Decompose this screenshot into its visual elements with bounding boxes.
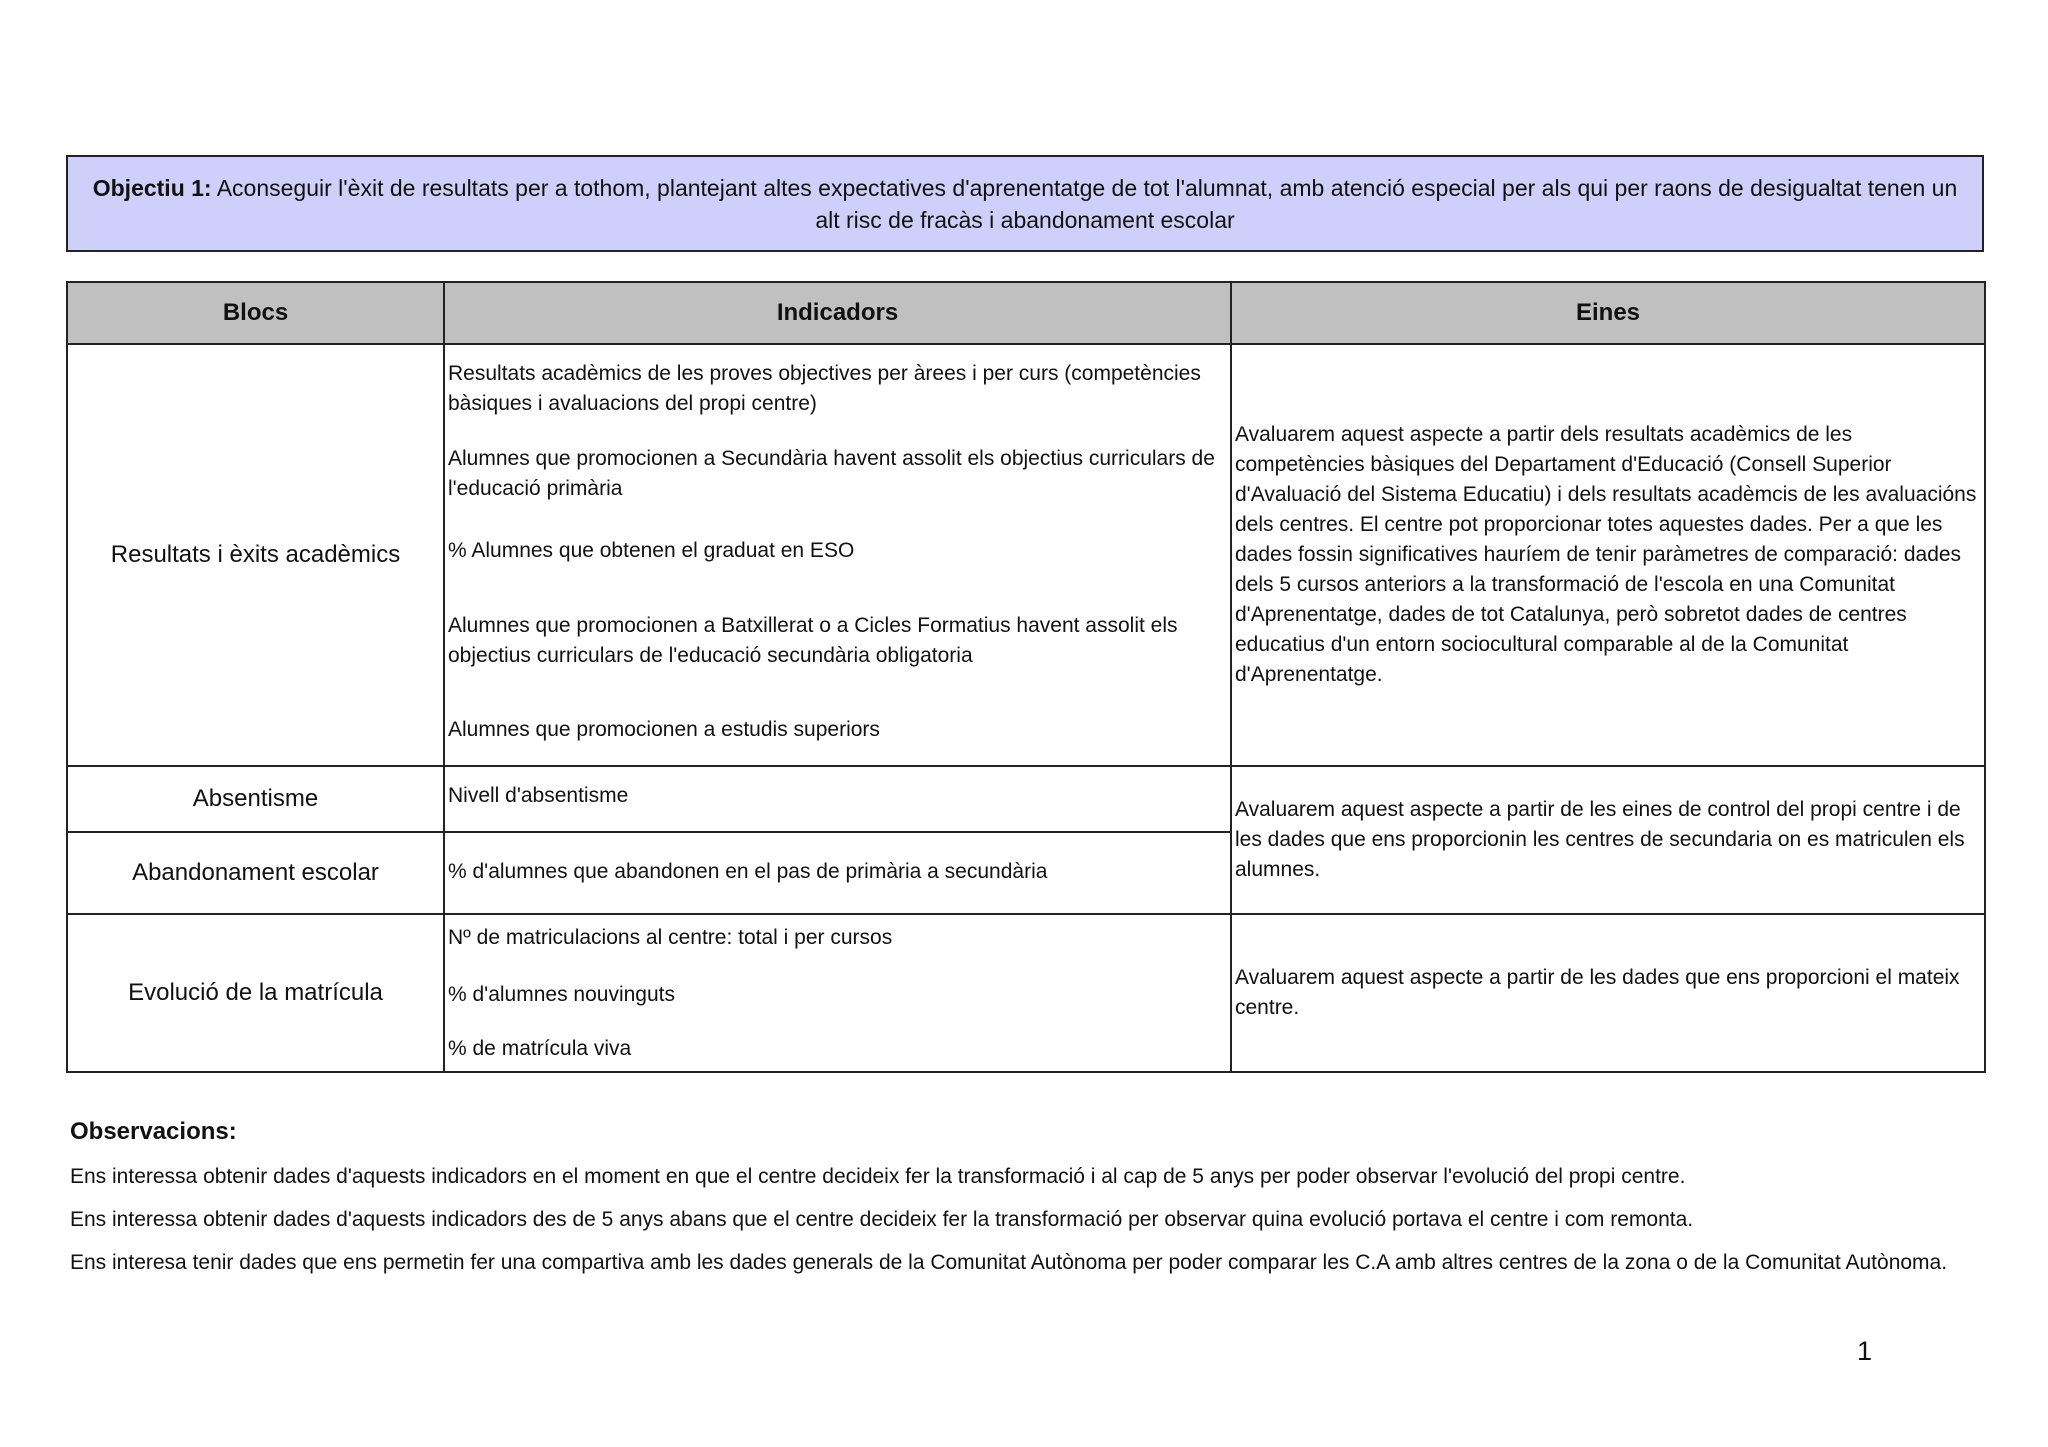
indicator-item: % de matrícula viva (448, 1037, 632, 1060)
objective-label: Objectiu 1: (92, 174, 212, 201)
header-eines: Eines (1231, 282, 1985, 344)
indicator-item: Alumnes que promocionen a Batxillerat o a Cicles Formatius havent assolit els objectius curriculars de l'educació secundària obligatoria (448, 614, 1178, 667)
observations-section (70, 1118, 1970, 1291)
indicators-cell (444, 344, 1231, 766)
indicator-item: Nivell d'absentisme (448, 784, 629, 807)
indicators-cell (444, 766, 1231, 832)
table-header-row (67, 282, 1985, 344)
indicators-table (66, 281, 1986, 1073)
tool-cell: Avaluarem aquest aspecte a partir de les eines de control del propi centre i de les dades que ens proporcionin les centres de secundaria on es matriculen els alumnes. (1231, 766, 1985, 914)
tool-cell: Avaluarem aquest aspecte a partir dels resultats acadèmics de les competències bàsiques del Departament d'Educació (Consell Superior d'Avaluació del Sistema Educatiu) i dels resultats acadèmcis de les avaluacións dels centres. El centre pot proporcionar totes aquestes dades. Per a que les dades fossin significatives hauríem de tenir paràmetres de comparació: dades dels 5 cursos anteriors a la transformació de l'escola en una Comunitat d'Aprenentatge, dades de tot Catalunya, però sobretot dades de centres educatius d'un entorn sociocultural comparable al de la Comunitat d'Aprenentatge. (1231, 344, 1985, 766)
observation-line: Ens interessa obtenir dades d'aquests indicadors en el moment en que el centre decideix fer la transformació i al cap de 5 anys per poder observar l'evolució del propi centre. (70, 1165, 1686, 1188)
indicator-item: % d'alumnes que abandonen en el pas de primària a secundària (448, 860, 1048, 883)
indicator-item: % Alumnes que obtenen el graduat en ESO (448, 539, 855, 562)
objective-text (88, 172, 1962, 236)
indicator-item: Alumnes que promocionen a Secundària havent assolit els objectius curriculars de l'educació primària (448, 447, 1215, 500)
bloc-cell: Absentisme (67, 766, 444, 832)
observation-line: Ens interessa obtenir dades d'aquests indicadors des de 5 anys abans que el centre decideix fer la transformació per observar quina evolució portava el centre i com remonta. (70, 1208, 1694, 1231)
indicator-item: Alumnes que promocionen a estudis superiors (448, 718, 880, 741)
bloc-cell: Resultats i èxits acadèmics (67, 344, 444, 766)
indicators-cell (444, 914, 1231, 1072)
table-row (67, 344, 1985, 766)
indicator-item: Nº de matriculacions al centre: total i per cursos (448, 926, 893, 949)
objective-description: Aconseguir l'èxit de resultats per a tothom, plantejant altes expectatives d'aprenentatge de tot l'alumnat, amb atenció especial per als qui per raons de desigualtat tenen un alt risc de fracàs i abandonament escolar (216, 174, 1958, 233)
indicators-cell (444, 832, 1231, 914)
observations-title: Observacions: (70, 1118, 237, 1145)
header-indicadors: Indicadors (444, 282, 1231, 344)
table-row (67, 766, 1985, 832)
objective-box (66, 155, 1984, 252)
tool-cell: Avaluarem aquest aspecte a partir de les dades que ens proporcioni el mateix centre. (1231, 914, 1985, 1072)
bloc-cell: Evolució de la matrícula (67, 914, 444, 1072)
table-row (67, 914, 1985, 1072)
header-blocs: Blocs (67, 282, 444, 344)
indicator-item: % d'alumnes nouvinguts (448, 983, 675, 1006)
indicator-item: Resultats acadèmics de les proves objectives per àrees i per curs (competències bàsiques i avaluacions del propi centre) (448, 362, 1201, 415)
observation-line: Ens interesa tenir dades que ens permetin fer una compartiva amb les dades generals de la Comunitat Autònoma per poder comparar les C.A amb altres centres de la zona o de la Comunitat Autònoma. (70, 1251, 1948, 1274)
bloc-cell: Abandonament escolar (67, 832, 444, 914)
page-number: 1 (1857, 1336, 1873, 1366)
